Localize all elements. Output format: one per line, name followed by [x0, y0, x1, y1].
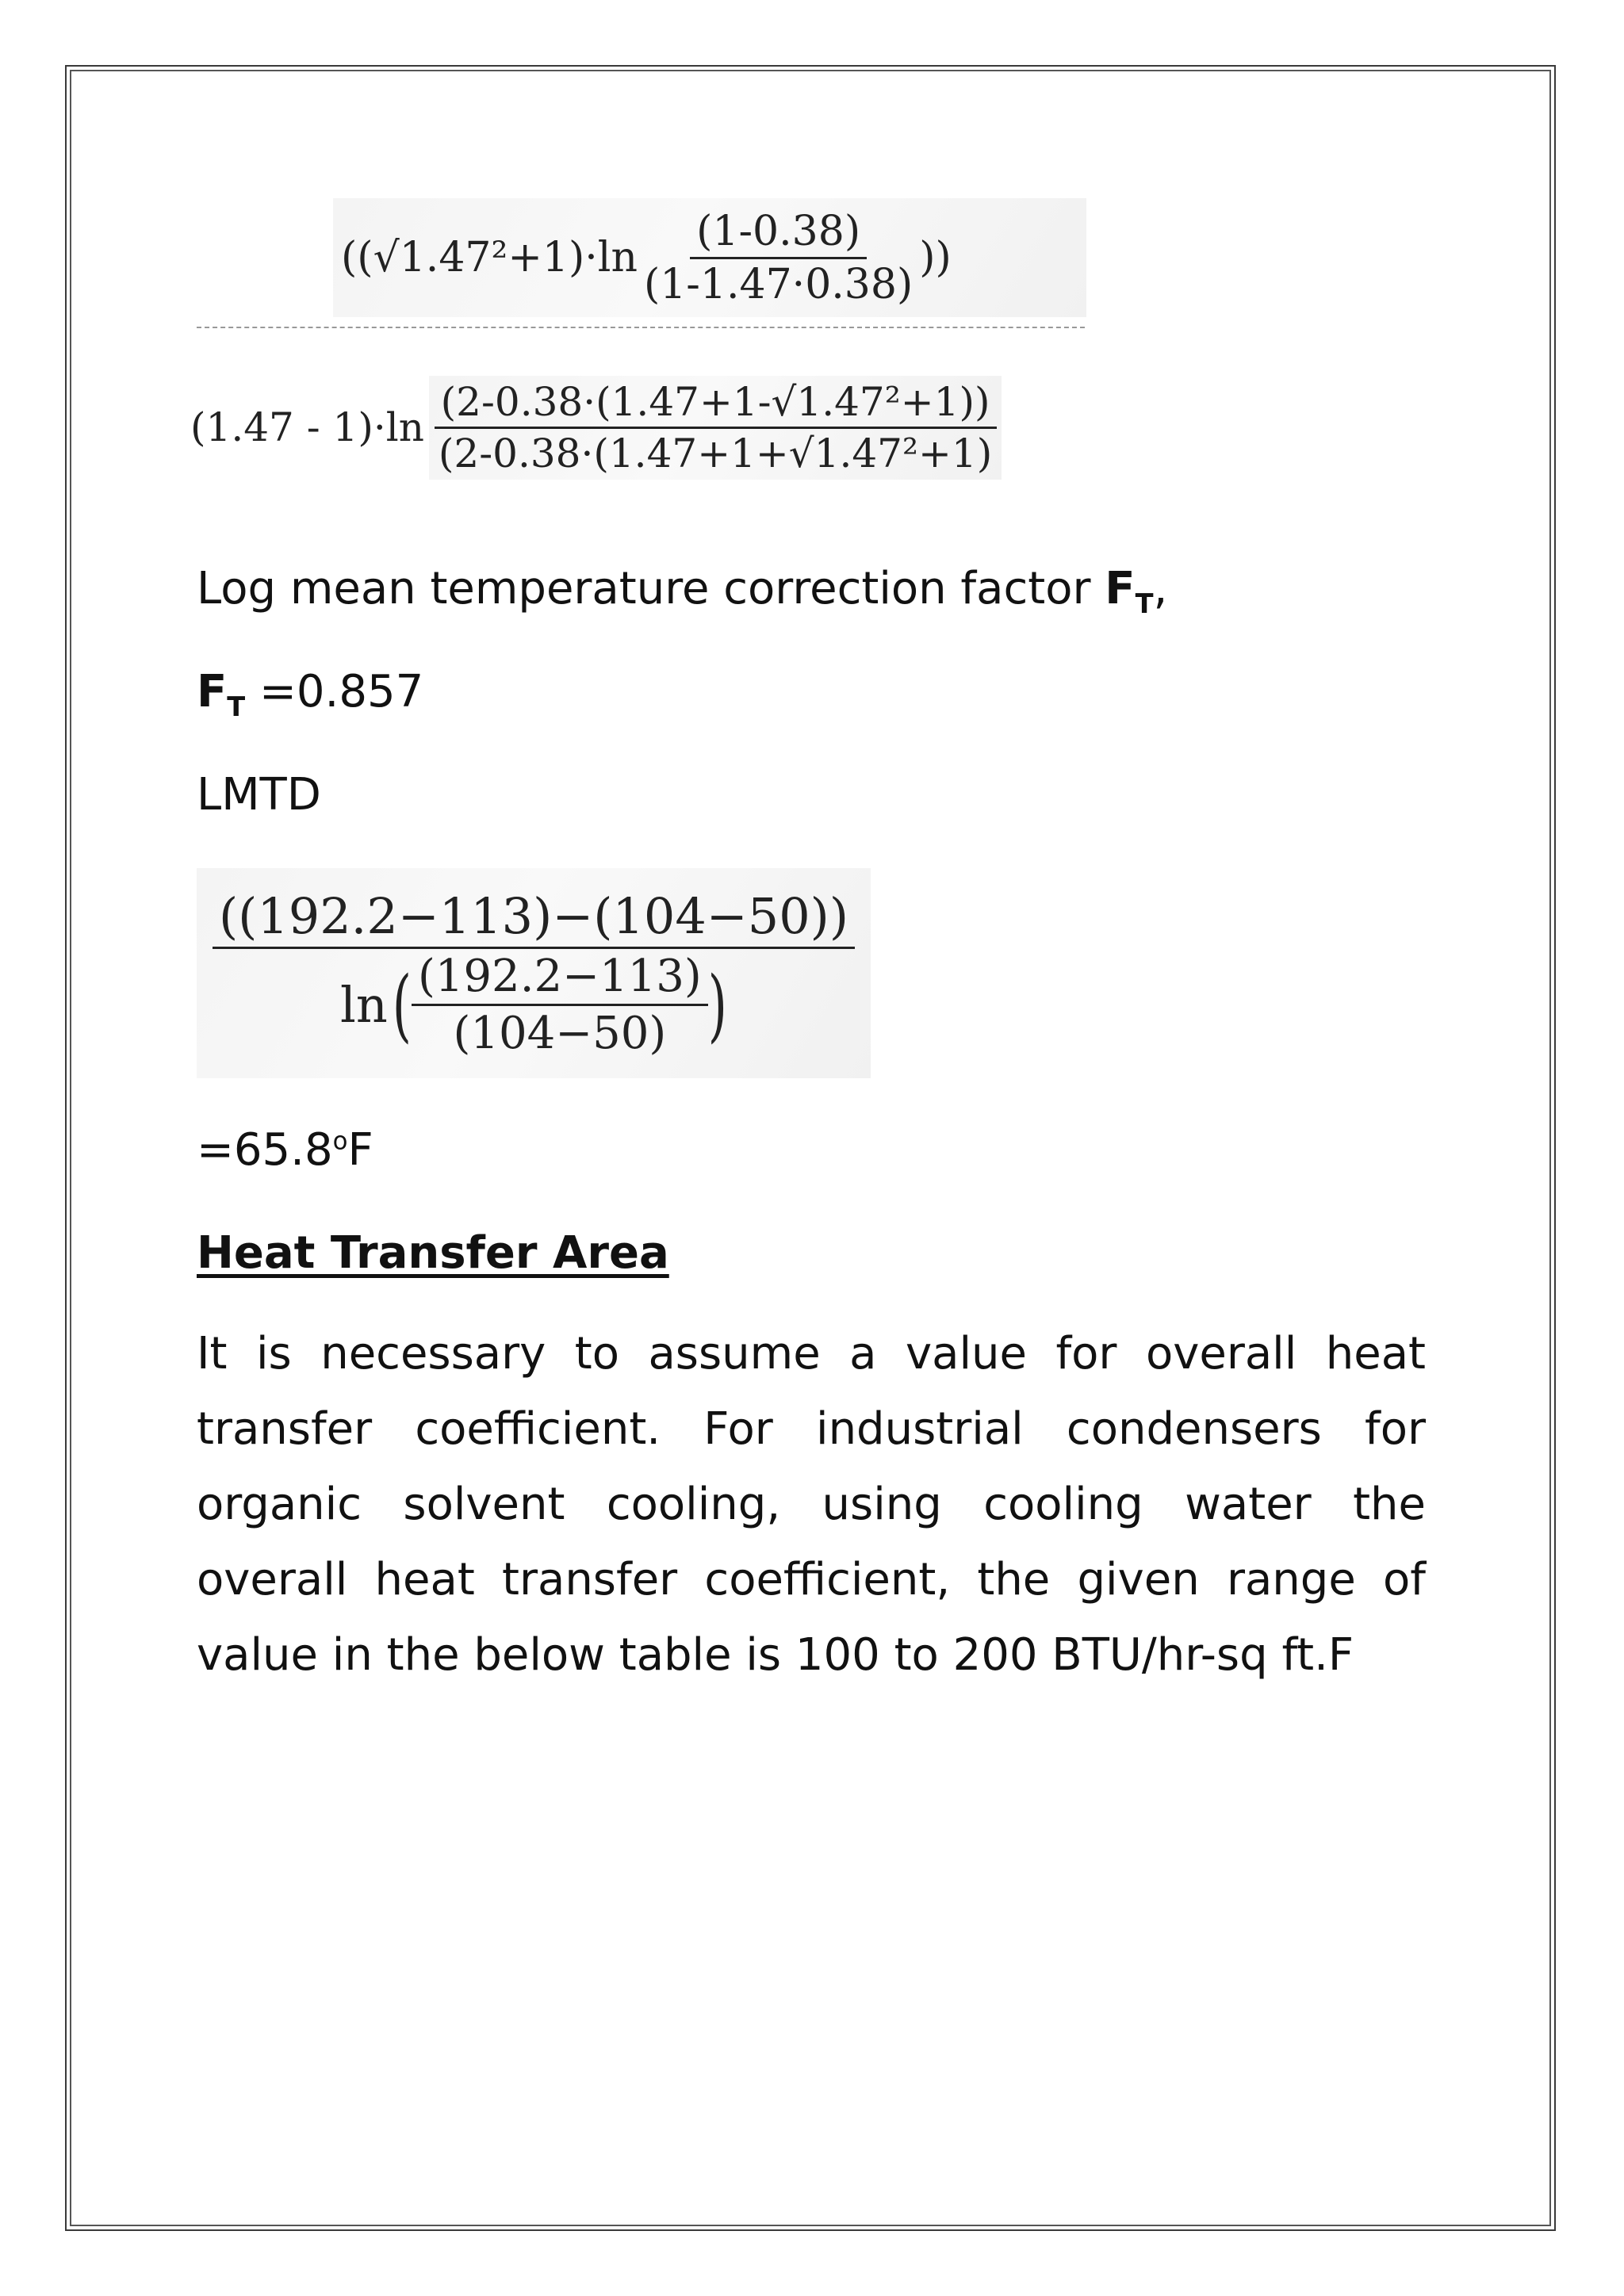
ft-formula-top-den: (1-1.47·0.38) [643, 260, 914, 308]
lmtd-formula-fraction [213, 887, 855, 1059]
ft-formula-top-num: (1-0.38) [690, 208, 867, 259]
lmtd-result-degree: o [332, 1127, 348, 1156]
lmtd-formula-inner-den: (104−50) [453, 1008, 667, 1059]
lmtd-formula-left-paren: ( [392, 959, 412, 1051]
lmtd-result-unit: F [347, 1124, 373, 1176]
ft-description-text: Log mean temperature correction factor [197, 563, 1105, 614]
lmtd-formula [197, 868, 871, 1078]
ft-formula-bottom-num: (2-0.38·(1.47+1-√1.47²+1)) [435, 379, 997, 429]
lmtd-result [197, 1124, 373, 1176]
ft-formula-numerator [333, 198, 1086, 317]
lmtd-result-value: =65.8 [197, 1124, 333, 1176]
lmtd-formula-right-paren: ) [707, 959, 727, 1051]
lmtd-formula-ln: ln [339, 976, 388, 1034]
ft-formula-bottom-left: (1.47 - 1)·ln [190, 404, 424, 450]
ft-description [197, 563, 1167, 619]
lmtd-formula-numerator: ((192.2−113)−(104−50)) [213, 887, 855, 949]
lmtd-formula-inner-num: (192.2−113) [412, 951, 708, 1006]
ft-description-symbol: $F_T$ [1105, 563, 1154, 620]
lmtd-formula-denominator [334, 949, 733, 1059]
ft-formula-bottom-fraction [432, 379, 998, 476]
fraction-divider [197, 327, 1085, 328]
body-paragraph: It is necessary to assume a value for overall heat transfer coefficient. For industrial condensers for organic solvent cooling, using cooling water the overall heat transfer coefficient, the given range of value in the below table is 100 to 200 BTU/hr-sq ft.F [197, 1328, 1426, 1681]
ft-formula-top-fraction [638, 208, 919, 308]
ft-value-symbol: $F_T$ [197, 666, 246, 723]
section-heading: Heat Transfer Area [197, 1227, 669, 1279]
ft-value: =0.857 [245, 666, 424, 718]
ft-formula-top-close: )) [919, 234, 952, 281]
ft-formula-denominator [190, 336, 1091, 519]
lmtd-formula-inner-fraction [412, 951, 708, 1059]
ft-description-suffix: , [1153, 563, 1168, 614]
ft-formula-bottom-den: (2-0.38·(1.47+1+√1.47²+1) [438, 430, 993, 476]
ft-formula-bottom-fraction-bg [429, 376, 1002, 480]
lmtd-label: LMTD [197, 769, 321, 821]
ft-value-line [197, 666, 423, 722]
ft-formula-top-left: ((√1.47²+1)·ln [341, 234, 638, 281]
